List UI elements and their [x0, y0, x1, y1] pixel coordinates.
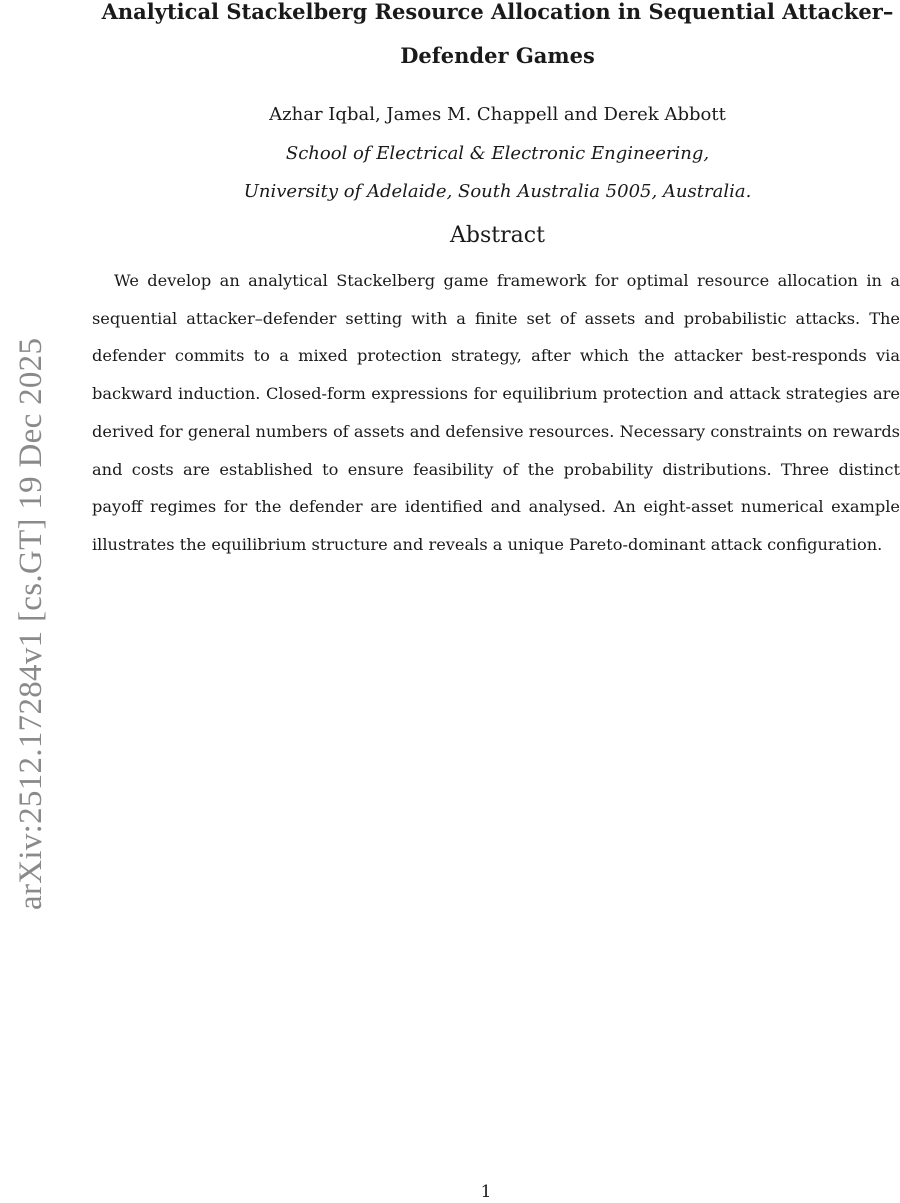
- abstract-heading: Abstract: [450, 223, 545, 248]
- abstract-text: We develop an analytical Stackelberg game framework for optimal resource allocation in a sequential attacker–defender setting with a finite set of assets and probabilistic attacks. The defender commits to a mixed protection strategy, after which the attacker best-responds via backward induction. Closed-form expressions for equilibrium protection and attack strategies are derived for general numbers of assets and defensive resources. Necessary constraints on rewards and costs are established to ensure feasibility of the probability distributions. Three distinct payoff regimes for the defender are identified and analysed. An eight-asset numerical example illustrates the equilibrium structure and reveals a unique Pareto-dominant attack configuration.: [92, 271, 900, 554]
- paper-title: Analytical Stackelberg Resource Allocation in Sequential Attacker–Defender Games: [101, 0, 894, 68]
- arxiv-identifier-stamp: arXiv:2512.17284v1 [cs.GT] 19 Dec 2025: [13, 337, 49, 910]
- author-list: Azhar Iqbal, James M. Chappell and Derek Abbott: [269, 104, 726, 125]
- affiliation-line-2: University of Adelaide, South Australia 5005, Australia.: [243, 181, 752, 202]
- page-number: 1: [480, 1182, 492, 1202]
- affiliation-line-1: School of Electrical & Electronic Engineering,: [285, 143, 710, 164]
